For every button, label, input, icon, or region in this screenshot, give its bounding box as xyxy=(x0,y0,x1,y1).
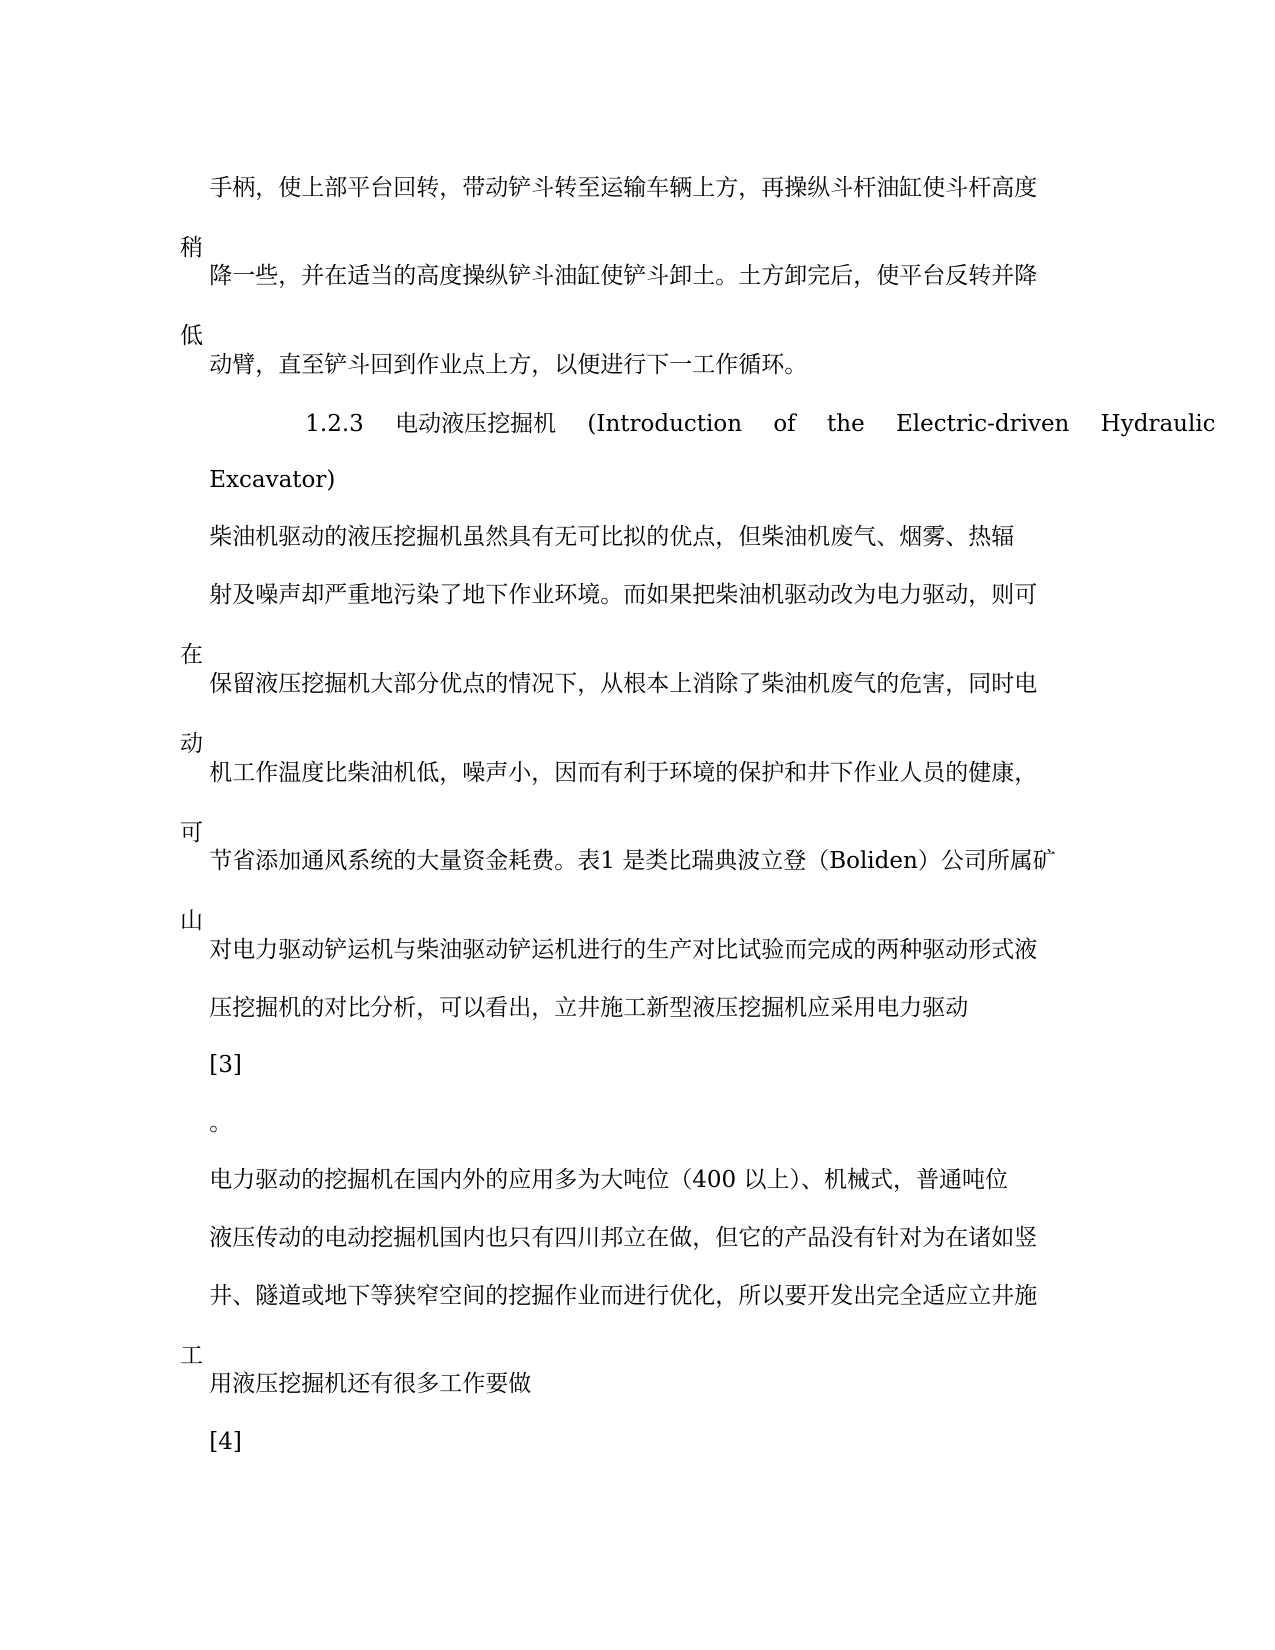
line-wrap-text: 低 xyxy=(180,323,203,349)
citation-ref-4 xyxy=(180,1397,1050,1487)
line-text: 电力驱动的挖掘机在国内外的应用多为大吨位（400 以上）、机械式，普通吨位 xyxy=(209,1167,1008,1193)
punctuation-text: 。 xyxy=(209,1110,233,1136)
citation-text: [4] xyxy=(209,1429,242,1455)
line-text: 降一些，并在适当的高度操纵铲斗油缸使铲斗卸土。土方卸完后，使平台反转并降 xyxy=(209,263,1038,289)
line-text: 手柄，使上部平台回转，带动铲斗转至运输车辆上方，再操纵斗杆油缸使斗杆高度 xyxy=(209,175,1038,201)
line-text: 井、隧道或地下等狭窄空间的挖掘作业而进行优化，所以要开发出完全适应立井施 xyxy=(209,1283,1038,1309)
line-text: 射及噪声却严重地污染了地下作业环境。而如果把柴油机驱动改为电力驱动，则可 xyxy=(209,582,1038,608)
line-text: 液压传动的电动挖掘机国内也只有四川邦立在做，但它的产品没有针对为在诸如竖 xyxy=(209,1225,1038,1251)
line-text: 保留液压挖掘机大部分优点的情况下，从根本上消除了柴油机废气的危害，同时电 xyxy=(209,671,1038,697)
line-text: 柴油机驱动的液压挖掘机虽然具有无可比拟的优点，但柴油机废气、烟雾、热辐 xyxy=(209,524,1015,550)
line-text: 节省添加通风系统的大量资金耗费。表1 是类比瑞典波立登（Boliden）公司所属矿 xyxy=(209,848,1056,874)
line-wrap-text: 在 xyxy=(180,642,203,668)
line-text: 动臂，直至铲斗回到作业点上方，以便进行下一工作循环。 xyxy=(209,352,808,378)
citation-text: [3] xyxy=(209,1052,242,1078)
heading-text: 1.2.3 电动液压挖掘机 (Introduction of the Electric-driven Hydraulic xyxy=(305,411,1216,437)
line-text: 对电力驱动铲运机与柴油驱动铲运机进行的生产对比试验而完成的两种驱动形式液 xyxy=(209,937,1038,963)
line-text: 压挖掘机的对比分析，可以看出，立井施工新型液压挖掘机应采用电力驱动 xyxy=(209,995,969,1021)
line-wrap-text: 山 xyxy=(180,908,203,934)
line-wrap-text: 稍 xyxy=(180,235,203,261)
line-wrap-text: 可 xyxy=(180,820,203,846)
line-wrap-text: 工 xyxy=(180,1343,203,1369)
line-text: 用液压挖掘机还有很多工作要做 xyxy=(209,1371,532,1397)
line-wrap-text: 动 xyxy=(180,731,203,757)
heading-text: Excavator) xyxy=(209,467,336,493)
line-text: 机工作温度比柴油机低，噪声小，因而有利于环境的保护和井下作业人员的健康， xyxy=(209,760,1038,786)
